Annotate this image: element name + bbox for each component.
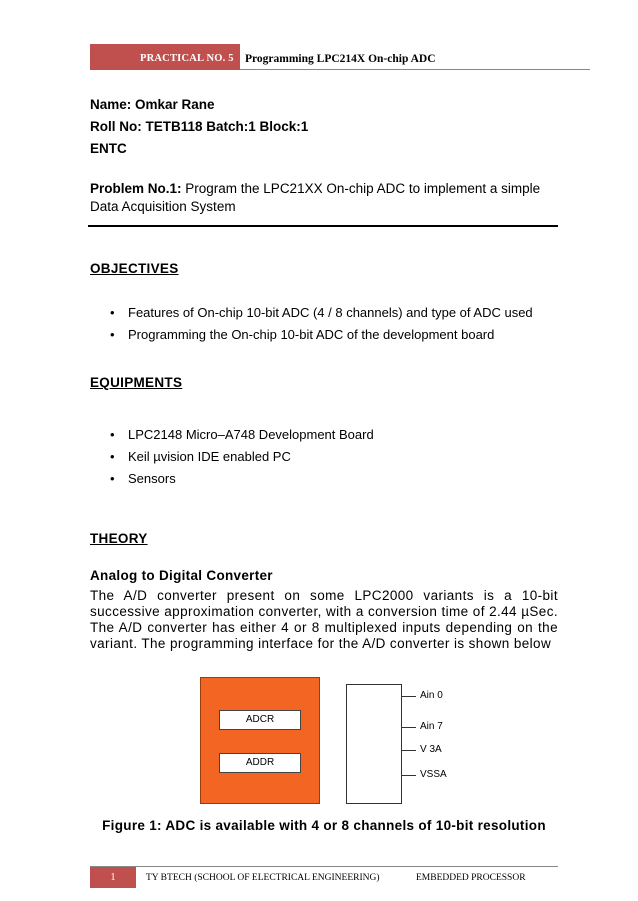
section-divider: [88, 225, 558, 227]
addr-register: ADDR: [219, 753, 301, 773]
header-divider: [240, 69, 590, 70]
theory-paragraph: The A/D converter present on some LPC2000 variants is a 10-bit successive approximation converter, with a conversion time of 2.44 µSec. The A/D converter has either 4 or 8 multiplexed inputs depending on the variant. The programming interface for the A/D converter is shown below: [90, 588, 558, 651]
adcr-register: ADCR: [219, 710, 301, 730]
pin-line: [402, 727, 416, 728]
objectives-list: [110, 304, 533, 348]
pin-label-ain7: Ain 7: [420, 721, 443, 732]
footer-divider: [90, 866, 558, 867]
page-number: 1: [110, 872, 116, 883]
problem-text: Program the LPC21XX On-chip ADC to implement a simple Data Acquisition System: [90, 181, 541, 214]
equipments-heading: EQUIPMENTS: [90, 375, 183, 390]
adc-register-block: [200, 677, 320, 804]
page-header: [90, 44, 590, 70]
theory-subheading: Analog to Digital Converter: [90, 568, 273, 583]
pin-label-ain0: Ain 0: [420, 690, 443, 701]
practical-number: PRACTICAL NO. 5: [140, 53, 234, 64]
problem-statement: [90, 180, 560, 216]
objectives-heading: OBJECTIVES: [90, 261, 179, 276]
theory-heading: THEORY: [90, 531, 148, 546]
problem-label: Problem No.1:: [90, 181, 182, 196]
figure-caption: Figure 1: ADC is available with 4 or 8 channels of 10-bit resolution: [102, 818, 546, 833]
student-roll: Roll No: TETB118 Batch:1 Block:1: [90, 119, 309, 134]
list-item: • Features of On-chip 10-bit ADC (4 / 8 channels) and type of ADC used: [110, 304, 533, 326]
footer-school: TY BTECH (SCHOOL OF ELECTRICAL ENGINEERING): [146, 873, 380, 883]
pin-line: [402, 696, 416, 697]
student-name: Name: Omkar Rane: [90, 97, 215, 112]
student-dept: ENTC: [90, 141, 127, 156]
page-number-box: [90, 867, 136, 888]
pin-line: [402, 775, 416, 776]
pin-label-vssa: VSSA: [420, 769, 447, 780]
list-item: • Keil µvision IDE enabled PC: [110, 448, 374, 470]
adc-pin-block: [346, 684, 402, 804]
adc-block-diagram: [200, 677, 447, 804]
equipments-list: [110, 426, 374, 492]
practical-title: Programming LPC214X On-chip ADC: [245, 53, 436, 65]
list-item: • Sensors: [110, 470, 374, 492]
list-item: • LPC2148 Micro–A748 Development Board: [110, 426, 374, 448]
practical-number-box: [90, 44, 240, 70]
pin-line: [402, 750, 416, 751]
pin-label-v3a: V 3A: [420, 744, 442, 755]
footer-course: EMBEDDED PROCESSOR: [416, 873, 526, 883]
page-footer: [90, 866, 558, 888]
list-item: • Programming the On-chip 10-bit ADC of the development board: [110, 326, 533, 348]
